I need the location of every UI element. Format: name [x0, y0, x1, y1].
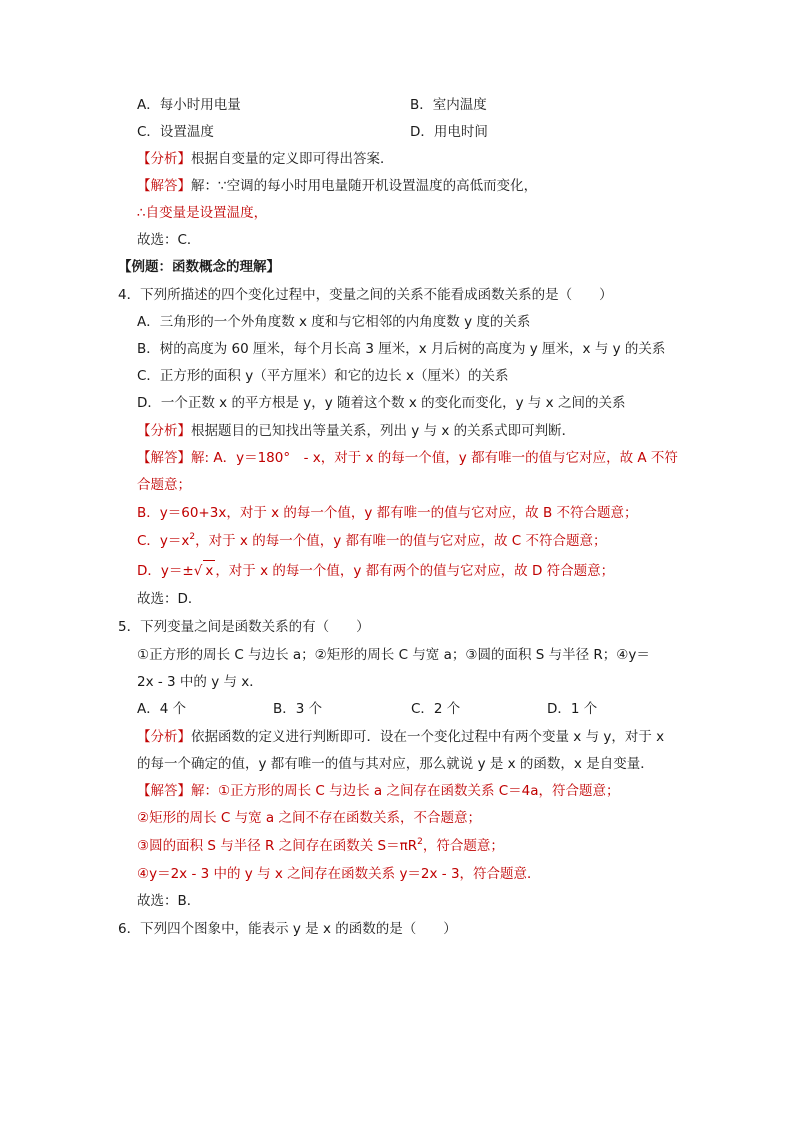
- solution-tag: 【解答】: [137, 178, 191, 194]
- q4-solution-c: [137, 531, 607, 553]
- exponent: 2: [417, 837, 423, 847]
- q4-solution-a-line2: 合题意；: [137, 477, 191, 493]
- analysis-text: 根据自变量的定义即可得出答案．: [191, 151, 394, 167]
- q4-analysis: [137, 421, 575, 441]
- q5-analysis-line2: 的每一个确定的值，y 都有唯一的值与其对应，那么就说 y 是 x 的函数，x 是自变量．: [137, 756, 654, 772]
- q3-option-d: D．用电时间: [410, 124, 488, 140]
- solution-a-line1: 解: A．y＝180° - x，对于 x 的每一个值，y 都有唯一的值与它对应，故 A 不符: [191, 450, 678, 466]
- solution-text: 解：∵空调的每小时用电量随开机设置温度的高低而变化，: [191, 178, 538, 194]
- q5-option-d: D．1 个: [547, 701, 598, 717]
- q4-solution-a: [137, 448, 678, 468]
- q3-option-a: A．每小时用电量: [137, 97, 241, 113]
- q6-stem: 6．下列四个图象中，能表示 y 是 x 的函数的是（ ）: [118, 921, 457, 937]
- q5-solution-1: [137, 781, 620, 801]
- q5-option-b: B．3 个: [273, 701, 323, 717]
- exponent: 2: [189, 532, 196, 542]
- section-title: 【例题：函数概念的理解】: [118, 259, 280, 275]
- solution-3-pre: ③圆的面积 S 与半径 R 之间存在函数关 S＝πR: [137, 838, 418, 854]
- solution-tag: 【解答】: [137, 450, 191, 466]
- q4-option-a: A．三角形的一个外角度数 x 度和与它相邻的内角度数 y 度的关系: [137, 314, 531, 330]
- q4-option-d: D．一个正数 x 的平方根是 y，y 随着这个数 x 的变化而变化，y 与 x 之间的关系: [137, 395, 626, 411]
- q3-analysis: [137, 149, 394, 169]
- radicand: x: [203, 560, 215, 581]
- q4-option-b: B．树的高度为 60 厘米，每个月长高 3 厘米，x 月后树的高度为 y 厘米，x 与 y 的关系: [137, 341, 666, 357]
- q5-option-c: C．2 个: [411, 701, 461, 717]
- solution-tag: 【解答】: [137, 783, 191, 799]
- q4-solution-b: B．y＝60+3x，对于 x 的每一个值，y 都有唯一的值与它对应，故 B 不符合题意；: [137, 505, 638, 521]
- q5-solution-4: ④y＝2x - 3 中的 y 与 x 之间存在函数关系 y＝2x - 3，符合题意．: [137, 866, 541, 882]
- solution-d-post: ，对于 x 的每一个值，y 都有两个的值与它对应，故 D 符合题意；: [215, 563, 615, 579]
- q4-choice: 故选：D．: [137, 591, 202, 607]
- q4-solution-d: [137, 560, 614, 581]
- q5-solution-3: [137, 836, 504, 858]
- analysis-text: 根据题目的已知找出等量关系，列出 y 与 x 的关系式即可判断．: [191, 423, 576, 439]
- q5-stem: 5．下列变量之间是函数关系的有（ ）: [118, 619, 370, 635]
- q4-option-c: C．正方形的面积 y（平方厘米）和它的边长 x（厘米）的关系: [137, 368, 509, 384]
- solution-c-post: ，对于 x 的每一个值，y 都有唯一的值与它对应，故 C 不符合题意；: [195, 533, 607, 549]
- solution-1-text: 解：①正方形的周长 C 与边长 a 之间存在函数关系 C＝4a，符合题意；: [191, 783, 620, 799]
- analysis-tag: 【分析】: [137, 423, 191, 439]
- q4-stem: 4．下列所描述的四个变化过程中，变量之间的关系不能看成函数关系的是（ ）: [118, 287, 613, 303]
- q5-choice: 故选：B．: [137, 893, 201, 909]
- analysis-text: 依据函数的定义进行判断即可．设在一个变化过程中有两个变量 x 与 y，对于 x: [191, 729, 665, 745]
- q5-line1: ①正方形的周长 C 与边长 a；②矩形的周长 C 与宽 a；③圆的面积 S 与半径 R；④y＝: [137, 647, 650, 663]
- solution-c-pre: C．y＝x: [137, 533, 190, 549]
- q5-solution-2: ②矩形的周长 C 与宽 a 之间不存在函数关系，不合题意；: [137, 810, 481, 826]
- analysis-tag: 【分析】: [137, 729, 191, 745]
- q3-solution: [137, 176, 537, 196]
- solution-d-pre: D．y＝±: [137, 563, 194, 579]
- q3-option-c: C．设置温度: [137, 124, 214, 140]
- q3-choice: 故选：C．: [137, 232, 201, 248]
- sqrt-symbol: √: [193, 563, 203, 579]
- q3-therefore: ∴自变量是设置温度，: [137, 205, 268, 221]
- analysis-tag: 【分析】: [137, 151, 191, 167]
- q5-line2: 2x - 3 中的 y 与 x．: [137, 674, 263, 690]
- q5-analysis-line1: [137, 727, 664, 747]
- q5-option-a: A．4 个: [137, 701, 187, 717]
- q3-option-b: B．室内温度: [410, 97, 487, 113]
- solution-3-post: ，符合题意；: [422, 838, 504, 854]
